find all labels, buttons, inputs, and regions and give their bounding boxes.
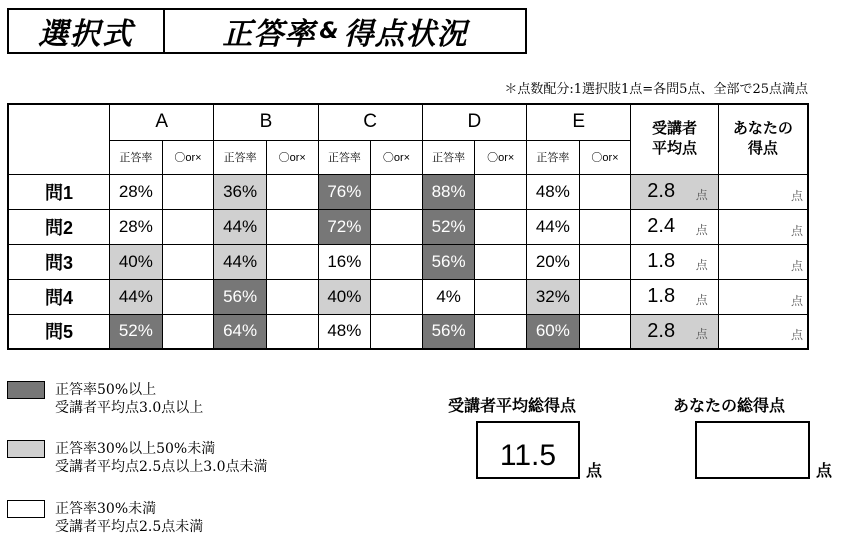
ox-input-cell-b[interactable] (266, 244, 318, 279)
ox-input-cell-c[interactable] (371, 279, 423, 314)
ox-input-cell-a[interactable] (162, 279, 214, 314)
legend-item (7, 500, 347, 540)
rate-cell-b: 36% (214, 174, 267, 209)
mine-total-label: あなたの総得点 (673, 396, 786, 415)
rate-cell-b: 64% (214, 314, 267, 349)
col-header-b: B (214, 104, 318, 140)
table-row (8, 174, 808, 209)
avg-value: 1.8 (647, 250, 676, 272)
table-row (8, 314, 808, 349)
ox-input-cell-c[interactable] (371, 209, 423, 244)
score-note: ＊点数配分:1選択肢1点=各問5点、全部で25点満点 (504, 82, 808, 97)
legend-swatch (7, 500, 45, 518)
ox-input-cell-c[interactable] (371, 314, 423, 349)
my-score-unit: 点 (790, 258, 803, 273)
corner-cell (8, 104, 110, 174)
ox-input-cell-e[interactable] (579, 314, 631, 349)
legend-text (55, 500, 203, 536)
ox-input-cell-b[interactable] (266, 174, 318, 209)
ox-input-cell-a[interactable] (162, 174, 214, 209)
rate-cell-a: 52% (110, 314, 163, 349)
ox-input-cell-e[interactable] (579, 244, 631, 279)
mine-header-label: あなたの得点 (732, 120, 793, 158)
rate-cell-c: 48% (318, 314, 371, 349)
legend-line1: 正答率30%以上50%未満 (55, 441, 216, 457)
col-header-c: C (318, 104, 422, 140)
table-row (8, 244, 808, 279)
sub-header-ox-c: 〇or× (371, 140, 423, 174)
ox-input-cell-e[interactable] (579, 279, 631, 314)
avg-cell (631, 244, 718, 279)
rate-cell-e: 20% (527, 244, 580, 279)
avg-unit: 点 (695, 292, 708, 307)
sub-header-ox-b: 〇or× (266, 140, 318, 174)
avg-unit: 点 (695, 257, 708, 272)
sub-header-rate-c: 正答率 (318, 140, 371, 174)
score-rows (8, 174, 808, 349)
rate-cell-a: 44% (110, 279, 163, 314)
avg-total-box (476, 421, 580, 479)
title-left: 選択式 (9, 10, 165, 52)
my-score-unit: 点 (790, 328, 803, 342)
avg-value: 2.4 (647, 215, 676, 237)
rate-cell-a: 40% (110, 244, 163, 279)
legend-swatch (7, 381, 45, 399)
avg-cell (631, 209, 718, 244)
score-table (7, 103, 809, 350)
my-score-cell[interactable] (718, 174, 808, 209)
ox-input-cell-b[interactable] (266, 314, 318, 349)
ox-input-cell-e[interactable] (579, 209, 631, 244)
legend-line2: 受講者平均点2.5点以上3.0点未満 (55, 459, 268, 475)
col-header-a: A (110, 104, 214, 140)
rate-cell-c: 16% (318, 244, 371, 279)
rate-cell-e: 60% (527, 314, 580, 349)
rate-cell-d: 56% (422, 314, 475, 349)
my-score-unit: 点 (790, 223, 803, 238)
legend-line1: 正答率50%以上 (55, 382, 157, 398)
rate-cell-b: 44% (214, 244, 267, 279)
ox-input-cell-d[interactable] (475, 279, 527, 314)
mine-header (718, 104, 808, 174)
avg-total-value: 11.5 (499, 439, 557, 472)
mine-total-box[interactable] (695, 421, 810, 479)
mine-total-unit: 点 (816, 461, 833, 480)
avg-header-label: 受講者平均点 (651, 120, 697, 158)
ox-input-cell-d[interactable] (475, 209, 527, 244)
ox-input-cell-d[interactable] (475, 244, 527, 279)
ox-input-cell-d[interactable] (475, 314, 527, 349)
rate-cell-a: 28% (110, 174, 163, 209)
ox-input-cell-a[interactable] (162, 244, 214, 279)
sub-header-rate-d: 正答率 (422, 140, 475, 174)
rate-cell-b: 56% (214, 279, 267, 314)
rate-cell-e: 32% (527, 279, 580, 314)
rate-cell-d: 56% (422, 244, 475, 279)
rate-cell-c: 76% (318, 174, 371, 209)
legend-item (7, 440, 347, 480)
sub-header-rate-a: 正答率 (110, 140, 163, 174)
title-amp: & (319, 18, 340, 44)
ox-input-cell-e[interactable] (579, 174, 631, 209)
rate-cell-e: 44% (527, 209, 580, 244)
ox-input-cell-b[interactable] (266, 209, 318, 244)
legend-text (55, 381, 203, 417)
legend-line2: 受講者平均点2.5点未満 (55, 519, 204, 535)
ox-input-cell-c[interactable] (371, 174, 423, 209)
my-score-cell[interactable] (718, 314, 808, 349)
avg-value: 2.8 (647, 319, 676, 342)
table-row (8, 279, 808, 314)
legend-text (55, 440, 268, 476)
rate-cell-a: 28% (110, 209, 163, 244)
row-label: 問5 (8, 314, 110, 349)
table-row (8, 209, 808, 244)
title-part2: 得点状況 (343, 17, 468, 52)
ox-input-cell-b[interactable] (266, 279, 318, 314)
avg-cell (631, 174, 718, 209)
avg-unit: 点 (695, 187, 708, 202)
avg-header (631, 104, 718, 174)
legend-item (7, 381, 347, 421)
rate-cell-d: 88% (422, 174, 475, 209)
avg-unit: 点 (695, 327, 708, 341)
sub-header-ox-d: 〇or× (475, 140, 527, 174)
rate-cell-d: 4% (422, 279, 475, 314)
avg-value: 1.8 (647, 285, 676, 307)
row-label: 問3 (8, 244, 110, 279)
my-score-cell[interactable] (718, 244, 808, 279)
ox-input-cell-a[interactable] (162, 209, 214, 244)
avg-cell (631, 279, 718, 314)
avg-total-unit: 点 (586, 461, 603, 480)
rate-cell-d: 52% (422, 209, 475, 244)
avg-value: 2.8 (647, 180, 676, 202)
legend-swatch (7, 440, 45, 458)
ox-input-cell-c[interactable] (371, 244, 423, 279)
sub-header-ox-e: 〇or× (579, 140, 631, 174)
my-score-unit: 点 (790, 293, 803, 308)
my-score-cell[interactable] (718, 279, 808, 314)
my-score-unit: 点 (790, 188, 803, 203)
legend-line1: 正答率30%未満 (55, 501, 157, 517)
title-box (7, 8, 527, 54)
avg-total-label: 受講者平均総得点 (448, 396, 577, 415)
sub-header-ox-a: 〇or× (162, 140, 214, 174)
rate-cell-e: 48% (527, 174, 580, 209)
rate-cell-c: 40% (318, 279, 371, 314)
ox-input-cell-d[interactable] (475, 174, 527, 209)
legend-line2: 受講者平均点3.0点以上 (55, 400, 204, 416)
avg-cell (631, 314, 718, 349)
title-right (165, 10, 525, 52)
my-score-cell[interactable] (718, 209, 808, 244)
rate-cell-b: 44% (214, 209, 267, 244)
ox-input-cell-a[interactable] (162, 314, 214, 349)
rate-cell-c: 72% (318, 209, 371, 244)
row-label: 問4 (8, 279, 110, 314)
col-header-d: D (422, 104, 526, 140)
title-part1: 正答率 (222, 17, 316, 52)
avg-unit: 点 (695, 222, 708, 237)
row-label: 問1 (8, 174, 110, 209)
sub-header-rate-b: 正答率 (214, 140, 267, 174)
col-header-e: E (527, 104, 631, 140)
row-label: 問2 (8, 209, 110, 244)
sub-header-rate-e: 正答率 (527, 140, 580, 174)
